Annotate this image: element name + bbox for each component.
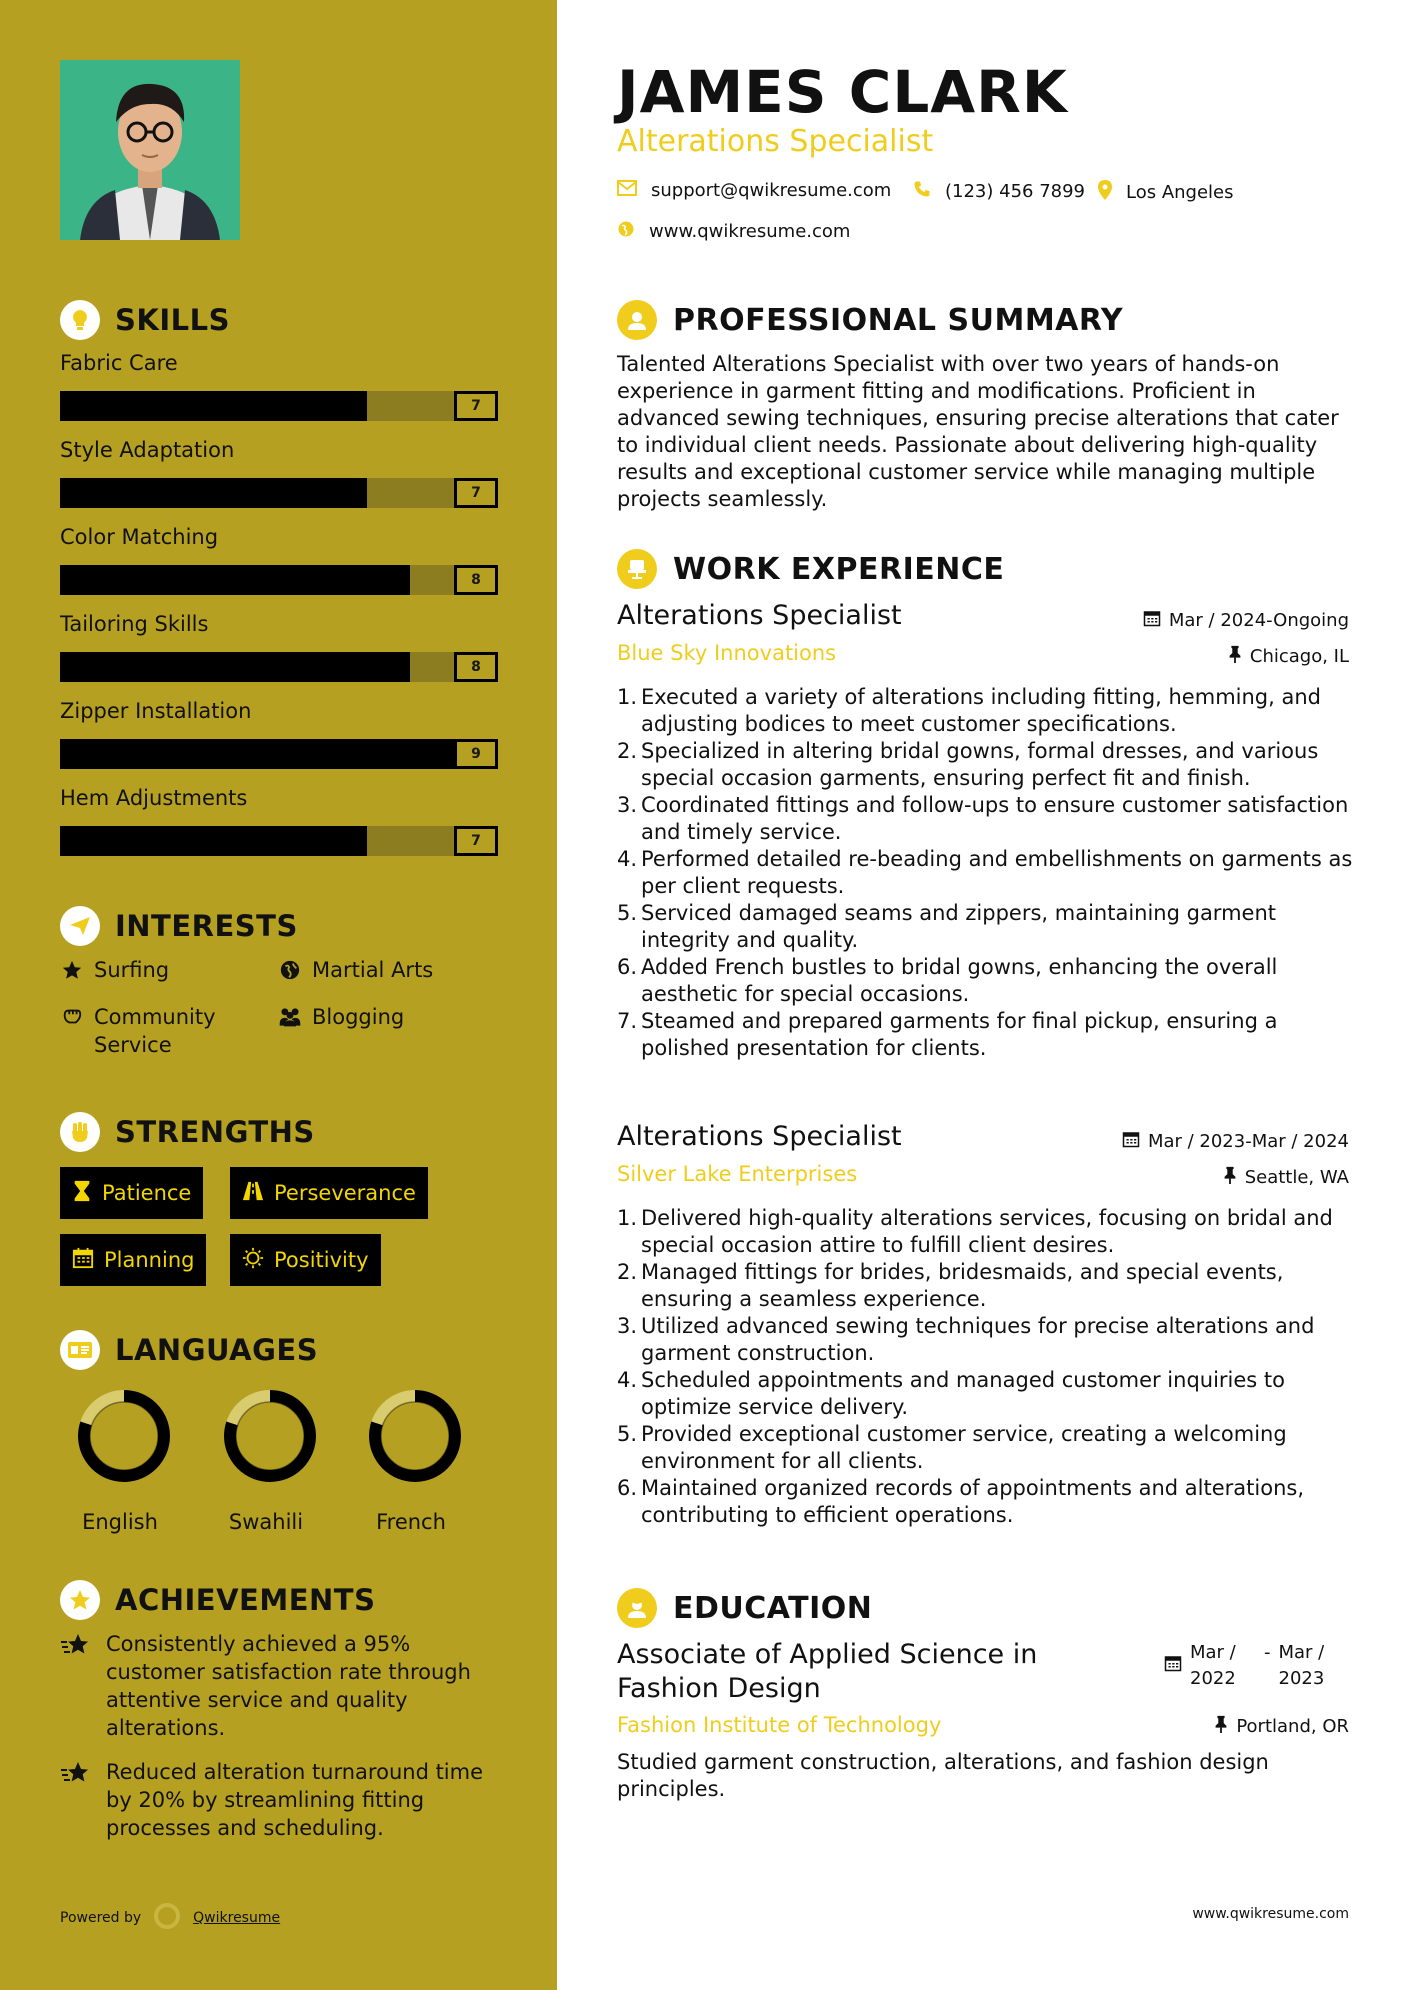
job-company: Blue Sky Innovations (617, 641, 837, 665)
education-start: Mar / 2022 (1190, 1642, 1236, 1689)
powered-by-brand-link[interactable]: Qwikresume (193, 1910, 281, 1926)
skill-name: Zipper Installation (60, 699, 252, 723)
languages-header (60, 1330, 318, 1370)
website-text[interactable]: www.qwikresume.com (649, 221, 851, 242)
skill-bar (60, 391, 498, 421)
education-dates (1164, 1640, 1333, 1692)
list-item: 4. Performed detailed re-beading and embellishments on garments as per client requests. (617, 846, 1357, 900)
list-item: 2. Managed fittings for brides, bridesmaids, and special events, ensuring a seamless experience. (617, 1259, 1357, 1313)
skill-name: Hem Adjustments (60, 786, 248, 810)
interests-header (60, 906, 298, 946)
job-duties-list (617, 1205, 1357, 1529)
skill-bar-fill (60, 739, 454, 769)
job-duties-list (617, 684, 1357, 1062)
skill-name: Style Adaptation (60, 438, 235, 462)
duty-text: Executed a variety of alterations including fitting, hemming, and adjusting bodices to meet customer specifications. (641, 685, 1321, 736)
strength-badge (230, 1167, 428, 1219)
contact-website (617, 220, 850, 243)
duty-text: Provided exceptional customer service, creating a welcoming environment for all clients. (641, 1422, 1287, 1473)
education-location (1214, 1715, 1349, 1738)
language-ring (222, 1388, 318, 1484)
list-item: 5. Serviced damaged seams and zippers, maintaining garment integrity and quality. (617, 900, 1357, 954)
trophy-star-icon (60, 1580, 100, 1620)
summary-header (617, 300, 1123, 340)
skill-item (60, 699, 498, 769)
duty-text: Specialized in altering bridal gowns, formal dresses, and various special occasion garments, ensuring perfect fit and finish. (641, 739, 1319, 790)
interest-item (278, 1003, 404, 1031)
skill-level-box: 9 (454, 739, 498, 769)
skill-name: Fabric Care (60, 351, 178, 375)
language-card-icon (60, 1330, 100, 1370)
language-item (211, 1388, 321, 1534)
contact-email (617, 180, 891, 201)
summary-text: Talented Alterations Specialist with over two years of hands-on experience in garment fitting and modifications. Proficient in advanced sewing techniques, ensuring precise alterations that cater to individual client needs. Passionate about delivering high-quality results and exceptional customer service while managing multiple projects seamlessly. (617, 352, 1339, 511)
calendar-icon (72, 1247, 94, 1274)
job-dates (1122, 1130, 1349, 1153)
duty-text: Managed fittings for brides, bridesmaids, and special events, ensuring a seamless experience. (641, 1260, 1284, 1311)
briefcase-chair-icon (617, 549, 657, 589)
list-item: 1. Executed a variety of alterations including fitting, hemming, and adjusting bodices to meet customer specifications. (617, 684, 1357, 738)
strength-label: Patience (102, 1181, 192, 1205)
interest-item (60, 956, 169, 984)
interest-label: Community Service (94, 1005, 216, 1057)
education-title: EDUCATION (673, 1590, 873, 1626)
candidate-role: Alterations Specialist (617, 124, 934, 159)
candidate-name: JAMES CLARK (617, 58, 1068, 126)
sidebar (0, 0, 557, 1990)
duty-text: Steamed and prepared garments for final pickup, ensuring a polished presentation for clients. (641, 1009, 1278, 1060)
skill-level-box: 7 (454, 826, 498, 856)
skill-bar-fill (60, 826, 367, 856)
map-pin-icon (1098, 180, 1112, 205)
experience-header (617, 549, 1004, 589)
date-separator: - (1264, 1642, 1271, 1663)
globe-icon (617, 220, 635, 243)
email-text[interactable]: support@qwikresume.com (651, 180, 892, 201)
skills-header (60, 300, 230, 340)
skill-bar (60, 739, 498, 769)
pushpin-icon (1223, 1166, 1237, 1189)
duty-text: Performed detailed re-beading and embellishments on garments as per client requests. (641, 847, 1353, 898)
school-name: Fashion Institute of Technology (617, 1713, 942, 1737)
star-icon (60, 956, 84, 984)
duty-text: Serviced damaged seams and zippers, maintaining garment integrity and quality. (641, 901, 1276, 952)
duty-text: Coordinated fittings and follow-ups to ensure customer satisfaction and timely service. (641, 793, 1349, 844)
hand-icon (60, 1003, 84, 1031)
language-ring (76, 1388, 172, 1484)
list-item: 3. Coordinated fittings and follow-ups to ensure customer satisfaction and timely service. (617, 792, 1357, 846)
language-name: French (376, 1510, 446, 1534)
list-item: 4. Scheduled appointments and managed customer inquiries to optimize service delivery. (617, 1367, 1357, 1421)
education-end: Mar / 2023 (1278, 1642, 1325, 1689)
list-item: 2. Specialized in altering bridal gowns, formal dresses, and various special occasion garments, ensuring perfect fit and finish. (617, 738, 1357, 792)
interest-label: Martial Arts (312, 958, 434, 982)
skill-bar (60, 478, 498, 508)
user-icon (617, 300, 657, 340)
skill-level-box: 8 (454, 652, 498, 682)
experience-title: WORK EXPERIENCE (673, 551, 1005, 587)
job-title: Alterations Specialist (617, 1121, 902, 1152)
pushpin-icon (1214, 1715, 1228, 1738)
duty-text: Utilized advanced sewing techniques for precise alterations and garment construction. (641, 1314, 1315, 1365)
strength-label: Positivity (274, 1248, 369, 1272)
strength-badge (60, 1234, 206, 1286)
achievement-item (60, 1630, 500, 1742)
skill-name: Color Matching (60, 525, 219, 549)
list-item: 7. Steamed and prepared garments for final pickup, ensuring a polished presentation for clients. (617, 1008, 1357, 1062)
calendar-icon (1164, 1640, 1182, 1692)
skill-item (60, 612, 498, 682)
job-dates-text: Mar / 2023-Mar / 2024 (1147, 1131, 1349, 1152)
degree-title: Associate of Applied Science in Fashion Design (617, 1639, 1038, 1704)
interest-label: Blogging (312, 1005, 405, 1029)
achievement-item (60, 1758, 500, 1842)
list-item: 5. Provided exceptional customer service, creating a welcoming environment for all clients. (617, 1421, 1357, 1475)
interest-item (60, 1003, 260, 1059)
hourglass-icon (72, 1180, 92, 1207)
envelope-icon (617, 180, 637, 201)
job-title: Alterations Specialist (617, 600, 902, 631)
pushpin-icon (1228, 645, 1242, 668)
language-item (65, 1388, 175, 1534)
interests-title: INTERESTS (115, 909, 298, 943)
list-item: 6. Added French bustles to bridal gowns, enhancing the overall aesthetic for special occasions. (617, 954, 1357, 1008)
list-item: 3. Utilized advanced sewing techniques for precise alterations and garment construction. (617, 1313, 1357, 1367)
interest-label: Surfing (94, 958, 170, 982)
contact-location (1098, 180, 1234, 205)
powered-by-label: Powered by (60, 1910, 142, 1926)
powered-by (60, 1902, 280, 1934)
users-icon (278, 1003, 302, 1031)
job-location-text: Seattle, WA (1244, 1167, 1349, 1188)
calendar-icon (1122, 1130, 1140, 1153)
skill-name: Tailoring Skills (60, 612, 209, 636)
portrait-image (60, 60, 240, 240)
calendar-icon (1143, 609, 1161, 632)
shooting-star-icon (60, 1758, 94, 1842)
strengths-header (60, 1112, 315, 1152)
skill-bar (60, 826, 498, 856)
skill-item (60, 525, 498, 595)
education-header (617, 1588, 872, 1628)
skill-item (60, 438, 498, 508)
qwikresume-logo-icon (153, 1902, 181, 1934)
job-location (1228, 645, 1349, 668)
achievements-title: ACHIEVEMENTS (115, 1583, 376, 1617)
globe-icon (278, 956, 302, 984)
duty-text: Scheduled appointments and managed customer inquiries to optimize service delivery. (641, 1368, 1286, 1419)
job-location-text: Chicago, IL (1249, 646, 1349, 667)
skill-bar-fill (60, 478, 367, 508)
lightbulb-icon (60, 300, 100, 340)
job-company: Silver Lake Enterprises (617, 1162, 858, 1186)
list-item: 1. Delivered high-quality alterations services, focusing on bridal and special occasion attire to fulfill client desires. (617, 1205, 1357, 1259)
job-dates-text: Mar / 2024-Ongoing (1168, 610, 1349, 631)
profile-photo (60, 60, 240, 240)
duty-text: Delivered high-quality alterations services, focusing on bridal and special occasion attire to fulfill client desires. (641, 1206, 1333, 1257)
graduate-icon (617, 1588, 657, 1628)
education-location-text: Portland, OR (1236, 1716, 1349, 1737)
language-ring (367, 1388, 463, 1484)
achievement-text: Consistently achieved a 95% customer satisfaction rate through attentive service and quality alterations. (106, 1632, 471, 1740)
language-name: Swahili (228, 1510, 304, 1534)
strength-badge (230, 1234, 381, 1286)
skill-level-box: 7 (454, 478, 498, 508)
footer-url[interactable]: www.qwikresume.com (1192, 1906, 1349, 1922)
achievement-text: Reduced alteration turnaround time by 20% by streamlining fitting processes and scheduling. (106, 1760, 484, 1840)
languages-title: LANGUAGES (115, 1333, 319, 1367)
sun-icon (242, 1247, 264, 1274)
location-text: Los Angeles (1126, 182, 1234, 203)
duty-text: Added French bustles to bridal gowns, enhancing the overall aesthetic for special occasions. (641, 955, 1278, 1006)
skill-item (60, 786, 498, 856)
strengths-title: STRENGTHS (115, 1115, 315, 1149)
road-icon (242, 1180, 264, 1207)
summary-title: PROFESSIONAL SUMMARY (673, 302, 1124, 338)
skill-level-box: 8 (454, 565, 498, 595)
job-location (1223, 1166, 1349, 1189)
language-name: English (82, 1510, 158, 1534)
list-item: 6. Maintained organized records of appointments and alterations, contributing to efficient operations. (617, 1475, 1357, 1529)
contact-phone (913, 180, 1085, 203)
achievements-header (60, 1580, 375, 1620)
skill-bar-fill (60, 565, 410, 595)
shooting-star-icon (60, 1630, 94, 1742)
phone-icon (913, 180, 931, 203)
skill-bar-fill (60, 652, 410, 682)
interest-item (278, 956, 433, 984)
paper-plane-icon (60, 906, 100, 946)
skill-level-box: 7 (454, 391, 498, 421)
job-dates (1143, 609, 1349, 632)
strength-label: Planning (104, 1248, 195, 1272)
phone-text[interactable]: (123) 456 7899 (945, 181, 1086, 202)
skill-item (60, 351, 498, 421)
language-item (356, 1388, 466, 1534)
skills-title: SKILLS (115, 303, 230, 337)
skill-bar (60, 565, 498, 595)
strength-label: Perseverance (274, 1181, 416, 1205)
skill-bar-fill (60, 391, 367, 421)
education-description: Studied garment construction, alterations, and fashion design principles. (617, 1750, 1269, 1801)
fist-icon (60, 1112, 100, 1152)
skill-bar (60, 652, 498, 682)
duty-text: Maintained organized records of appointments and alterations, contributing to efficient operations. (641, 1476, 1304, 1527)
strength-badge (60, 1167, 203, 1219)
